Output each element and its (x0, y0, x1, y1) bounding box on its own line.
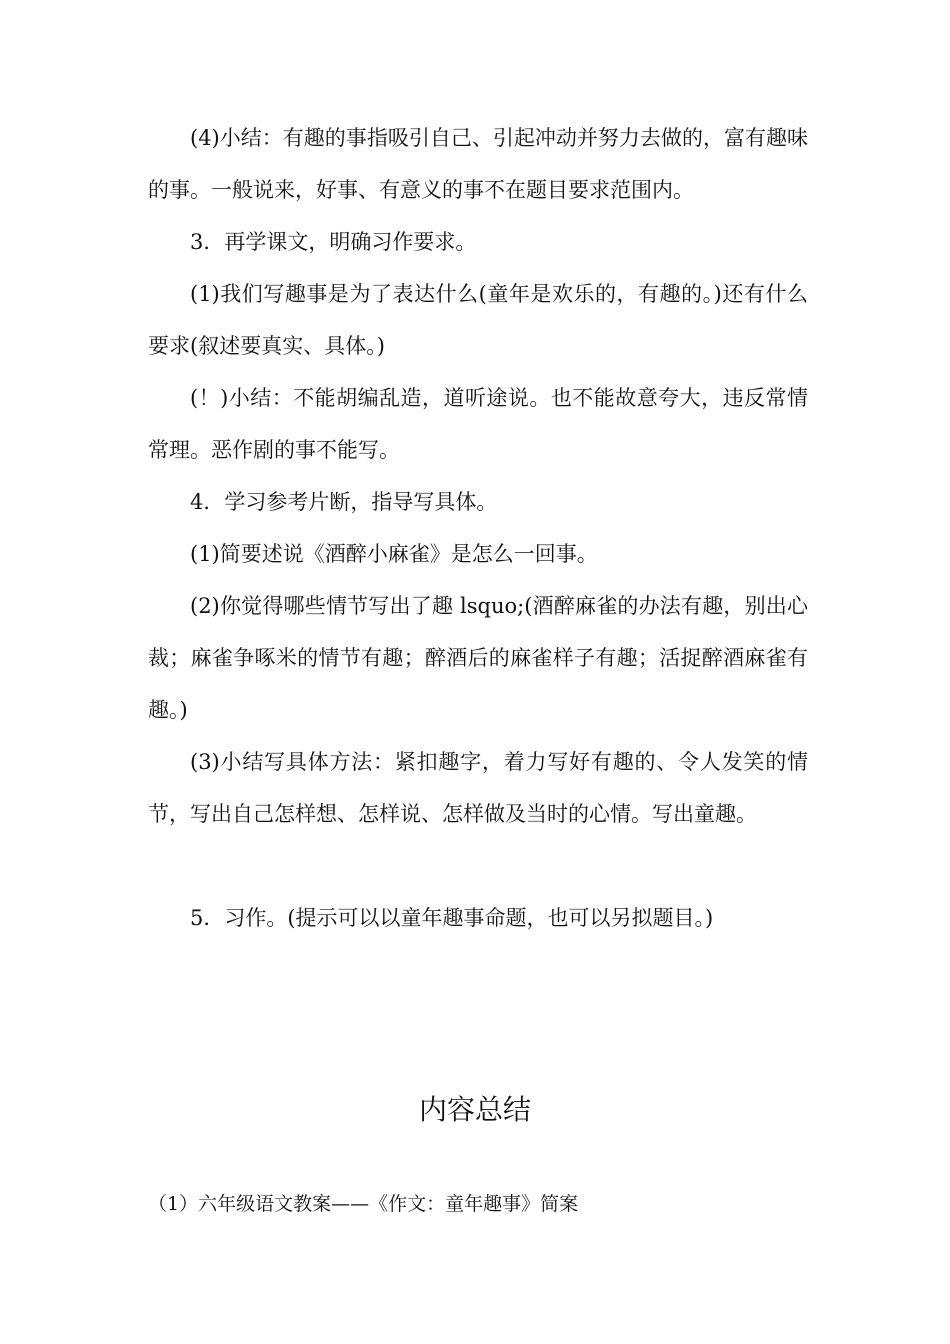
paragraph-method: (3)小结写具体方法：紧扣趣字，着力写好有趣的、令人发笑的情节，写出自己怎样想、怎样说、怎样做及当时的心情。写出童趣。 (148, 750, 808, 826)
paragraph-summary-4: (4)小结：有趣的事指吸引自己、引起冲动并努力去做的，富有趣味的事。一般说来，好事、有意义的事不在题目要求范围内。 (148, 126, 808, 202)
paragraph-summary-rules: (！)小结：不能胡编乱造，道听途说。也不能故意夸大，违反常情常理。恶作剧的事不能写。 (148, 386, 808, 462)
summary-title: 内容总结 (418, 1093, 531, 1126)
paragraph-question-1: (1)我们写趣事是为了表达什么(童年是欢乐的，有趣的。)还有什么要求(叙述要真实、具体。) (148, 282, 808, 358)
paragraph-step-5: 5．习作。(提示可以以童年趣事命题，也可以另拟题目。) (190, 906, 714, 930)
paragraph-retell: (1)简要述说《酒醉小麻雀》是怎么一回事。 (190, 542, 598, 566)
paragraph-step-4: 4．学习参考片断，指导写具体。 (190, 490, 498, 514)
summary-item: （1）六年级语文教案——《作文：童年趣事》简案 (148, 1193, 579, 1215)
paragraph-step-3: 3．再学课文，明确习作要求。 (190, 230, 477, 254)
paragraph-plot-fun: (2)你觉得哪些情节写出了趣 lsquo;(酒醉麻雀的办法有趣，别出心裁；麻雀争啄米的情节有趣；醉酒后的麻雀样子有趣；活捉醉酒麻雀有趣。) (148, 594, 808, 722)
